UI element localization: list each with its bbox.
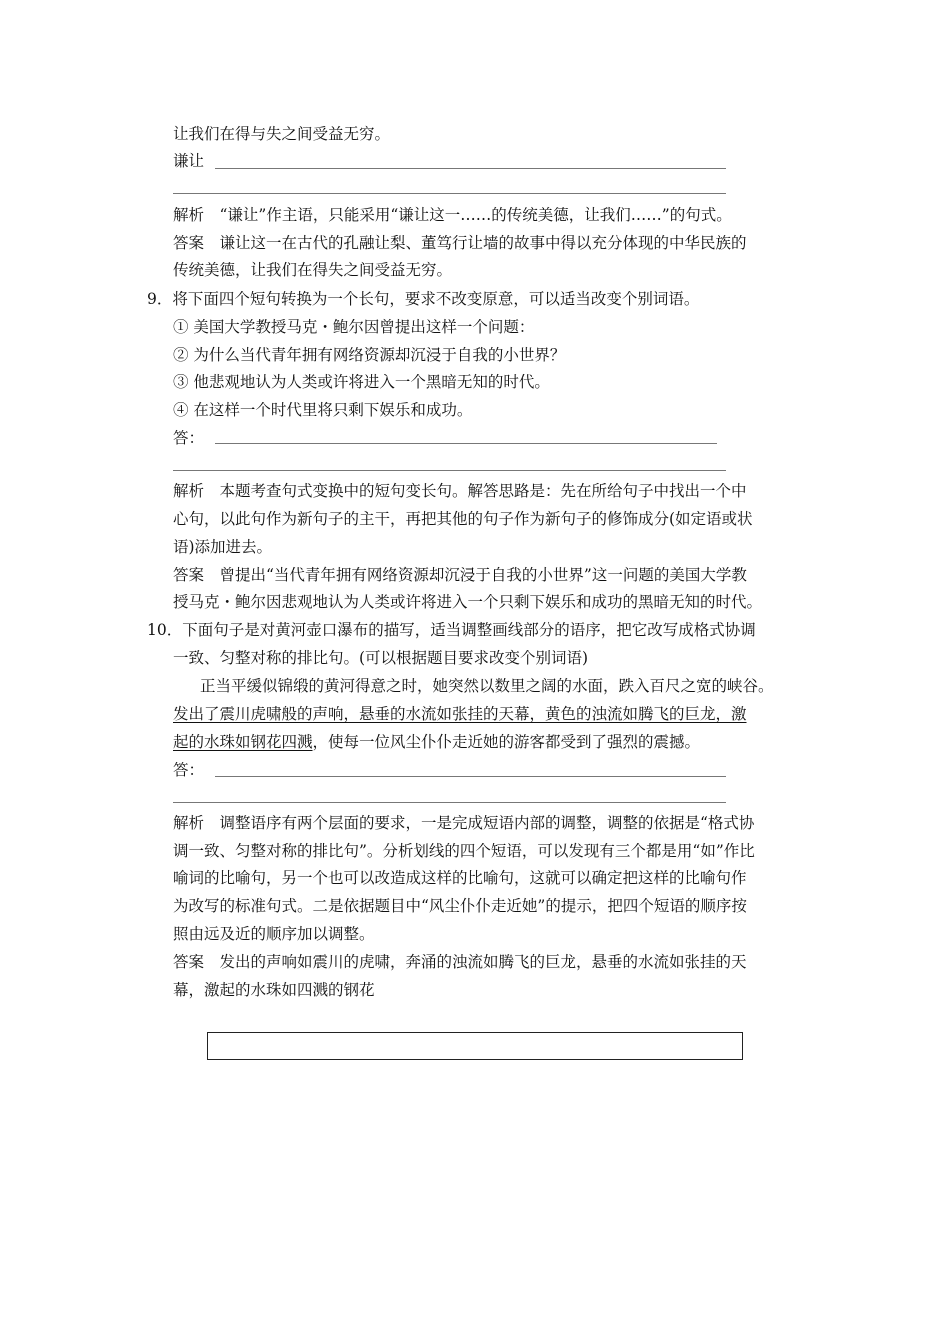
sentence-item: ② 为什么当代青年拥有网络资源却沉浸于自我的小世界？ [173, 346, 566, 364]
analysis-text: 心句，以此句作为新句子的主干，再把其他的句子作为新句子的修饰成分(如定语或状 [173, 510, 753, 528]
answer-rule [173, 470, 726, 471]
answer-text: 授马克・鲍尔因悲观地认为人类或许将进入一个只剩下娱乐和成功的黑暗无知的时代。 [173, 593, 763, 611]
analysis-text: 喻词的比喻句，另一个也可以改造成这样的比喻句，这就可以确定把这样的比喻句作 [173, 869, 747, 887]
sentence-item: ① 美国大学教授马克・鲍尔因曾提出这样一个问题： [173, 318, 535, 336]
analysis-text: 调一致、匀整对称的排比句”。分析划线的四个短语，可以发现有三个都是用“如”作比 [173, 842, 755, 860]
answer-prompt: 答： [173, 429, 205, 447]
analysis-text: 解析 “谦让”作主语，只能采用“谦让这一……的传统美德，让我们……”的句式。 [173, 206, 732, 224]
passage-text-rest: ，使每一位风尘仆仆走近她的游客都受到了强烈的震撼。 [312, 733, 701, 751]
question-title: 一致、匀整对称的排比句。(可以根据题目要求改变个别词语) [173, 649, 589, 667]
answer-rule [215, 168, 726, 169]
passage-underlined: 发出了震川虎啸般的声响，悬垂的水流如张挂的天幕，黄色的浊流如腾飞的巨龙，激 [173, 705, 747, 723]
passage-underlined: 起的水珠如钢花四溅 [173, 733, 313, 751]
analysis-text: 照由远及近的顺序加以调整。 [173, 925, 375, 943]
analysis-text: 解析 调整语序有两个层面的要求，一是完成短语内部的调整，调整的依据是“格式协 [173, 814, 755, 832]
answer-prompt: 答： [173, 761, 205, 779]
answer-rule [173, 802, 726, 803]
answer-text: 答案 曾提出“当代青年拥有网络资源却沉浸于自我的小世界”这一问题的美国大学教 [173, 566, 747, 584]
answer-text: 答案 发出的声响如震川的虎啸，奔涌的浊流如腾飞的巨龙，悬垂的水流如张挂的天 [173, 953, 747, 971]
analysis-text: 语)添加进去。 [173, 538, 273, 556]
answer-rule [215, 443, 717, 444]
question-title: 9．将下面四个短句转换为一个长句，要求不改变原意，可以适当改变个别词语。 [147, 290, 700, 308]
sentence-item: ③ 他悲观地认为人类或许将进入一个黑暗无知的时代。 [173, 373, 550, 391]
empty-box [207, 1032, 743, 1060]
analysis-text: 为改写的标准句式。二是依据题目中“风尘仆仆走近她”的提示，把四个短语的顺序按 [173, 897, 747, 915]
answer-text: 传统美德，让我们在得失之间受益无穷。 [173, 261, 453, 279]
answer-prompt: 谦让 [173, 152, 205, 170]
question-title: 10．下面句子是对黄河壶口瀑布的描写，适当调整画线部分的语序，把它改写成格式协调 [147, 621, 756, 639]
answer-text: 答案 谦让这一在古代的孔融让梨、董笃行让墙的故事中得以充分体现的中华民族的 [173, 234, 747, 252]
text-line: 让我们在得与失之间受益无穷。 [173, 125, 391, 143]
sentence-item: ④ 在这样一个时代里将只剩下娱乐和成功。 [173, 401, 473, 419]
answer-rule [173, 193, 726, 194]
answer-text: 幕，激起的水珠如四溅的钢花 [173, 981, 375, 999]
analysis-text: 解析 本题考查句式变换中的短句变长句。解答思路是：先在所给句子中找出一个中 [173, 482, 747, 500]
passage-text: 正当平缓似锦缎的黄河得意之时，她突然以数里之阔的水面，跌入百尺之宽的峡谷。 [200, 677, 774, 695]
passage-text [173, 732, 700, 752]
answer-rule [215, 776, 726, 777]
